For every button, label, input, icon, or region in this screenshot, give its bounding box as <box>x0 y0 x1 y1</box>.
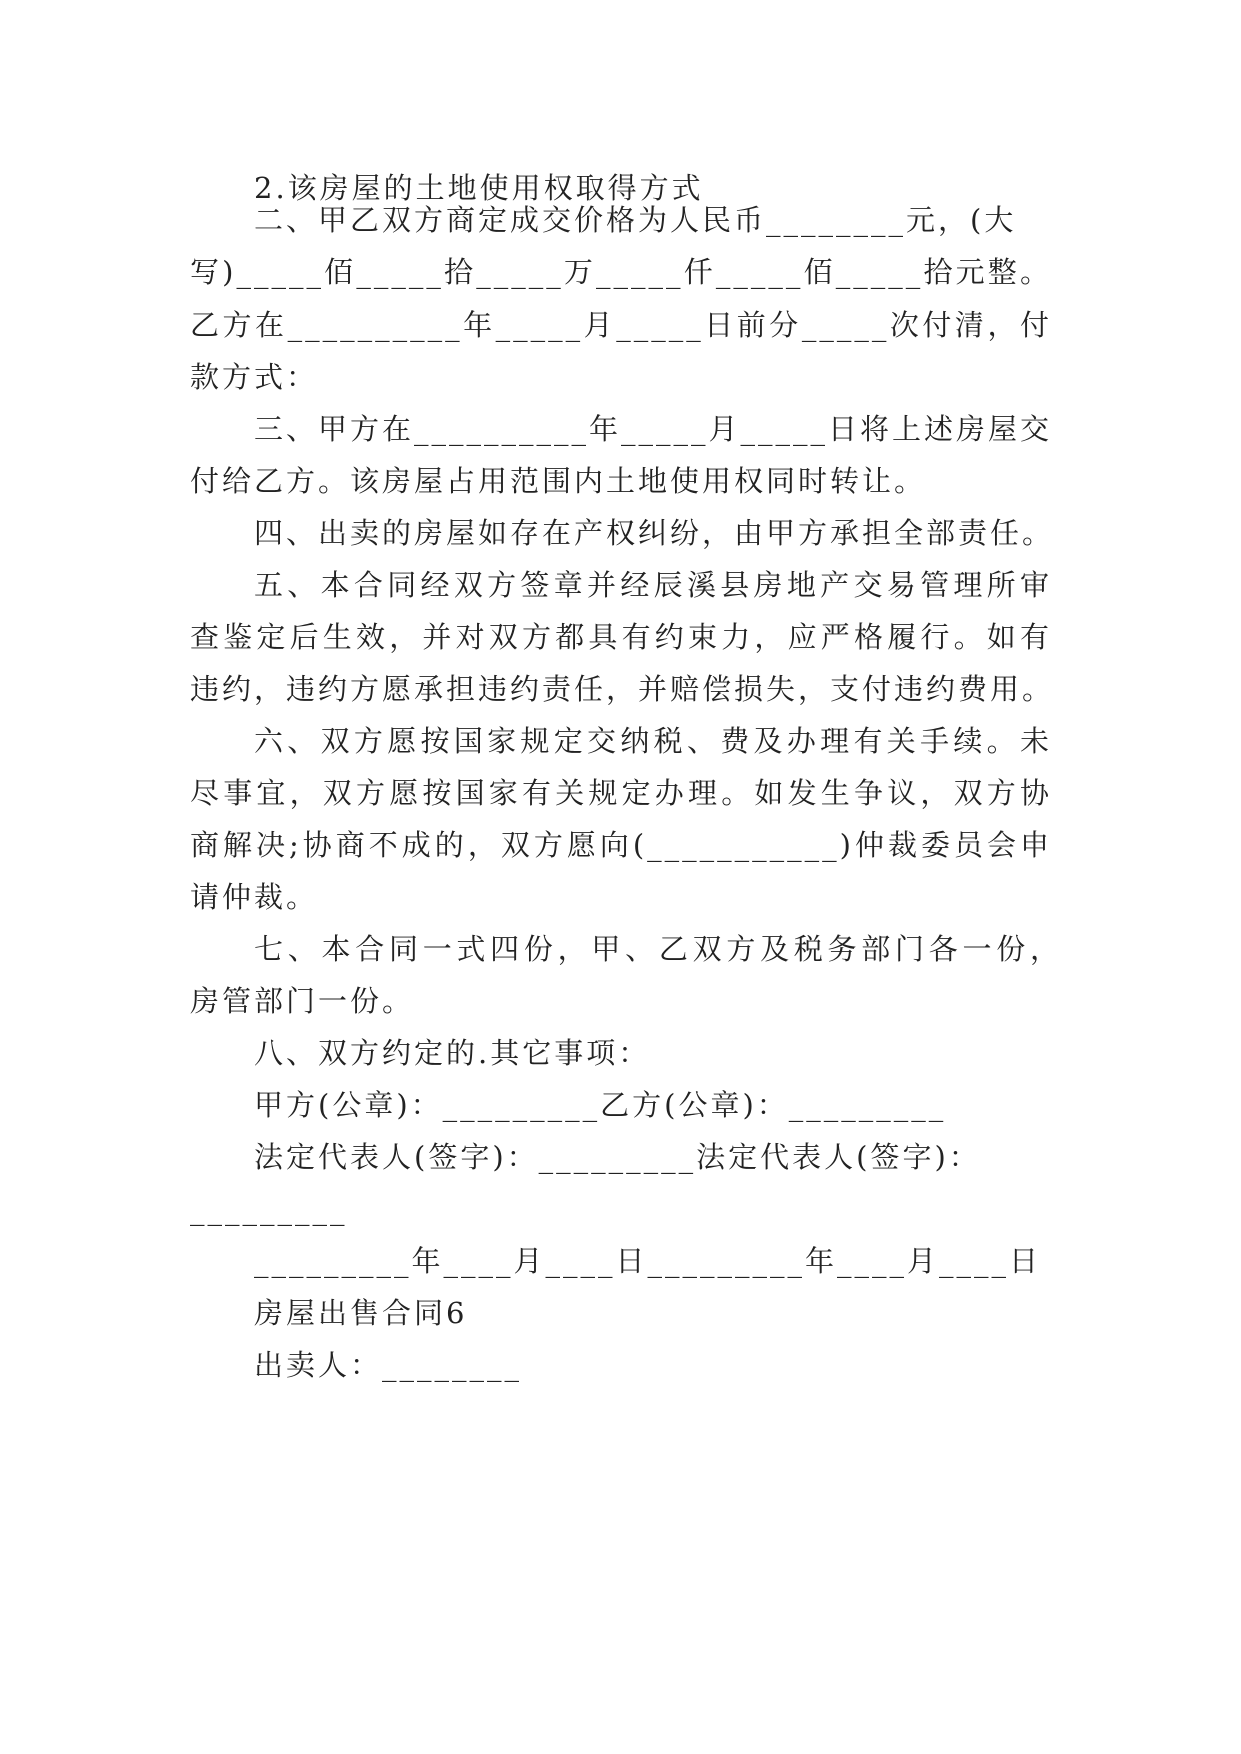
land-use-method-line: 2.该房屋的土地使用权取得方式 <box>254 171 704 205</box>
clause-7-line-2: 房管部门一份。 <box>190 984 415 1018</box>
clause-4-line: 四、出卖的房屋如存在产权纠纷，由甲方承担全部责任。 <box>254 516 1055 550</box>
clause-2-line-1: 二、甲乙双方商定成交价格为人民币________元，(大 <box>254 203 1017 237</box>
signature-blank: _________ <box>190 1192 348 1226</box>
clause-3-line-1: 三、甲方在__________年_____月_____日将上述房屋交 <box>254 412 1053 446</box>
clause-5-line-1: 五、本合同经双方签章并经辰溪县房地产交易管理所审 <box>254 568 1052 602</box>
clause-7-line-1: 七、本合同一式四份，甲、乙双方及税务部门各一份， <box>254 932 1062 966</box>
seller-line: 出卖人：________ <box>254 1348 523 1382</box>
clause-8-line: 八、双方约定的.其它事项： <box>254 1036 651 1070</box>
clause-6-line-1: 六、双方愿按国家规定交纳税、费及办理有关手续。未 <box>254 724 1052 758</box>
clause-6-line-2: 尽事宜，双方愿按国家有关规定办理。如发生争议，双方协 <box>190 776 1052 810</box>
next-contract-title: 房屋出售合同6 <box>254 1296 468 1330</box>
clause-3-line-2: 付给乙方。该房屋占用范围内土地使用权同时转让。 <box>190 464 927 498</box>
date-line: _________年____月____日_________年____月____日 <box>254 1244 1042 1278</box>
clause-2-line-4: 款方式： <box>190 360 319 394</box>
clause-5-line-2: 查鉴定后生效，并对双方都具有约束力，应严格履行。如有 <box>190 620 1052 654</box>
legal-representative-line: 法定代表人(签字)：_________法定代表人(签字)： <box>254 1140 981 1174</box>
seal-line: 甲方(公章)：_________乙方(公章)：_________ <box>254 1088 947 1122</box>
clause-5-line-3: 违约，违约方愿承担违约责任，并赔偿损失，支付违约费用。 <box>190 672 1055 706</box>
clause-2-line-3: 乙方在__________年_____月_____日前分_____次付清，付 <box>190 308 1052 342</box>
clause-6-line-3: 商解决;协商不成的，双方愿向(___________)仲裁委员会申 <box>190 828 1052 862</box>
clause-6-line-4: 请仲裁。 <box>190 880 319 914</box>
clause-2-line-2: 写)_____佰_____拾_____万_____仟_____佰_____拾元整。 <box>190 255 1052 289</box>
